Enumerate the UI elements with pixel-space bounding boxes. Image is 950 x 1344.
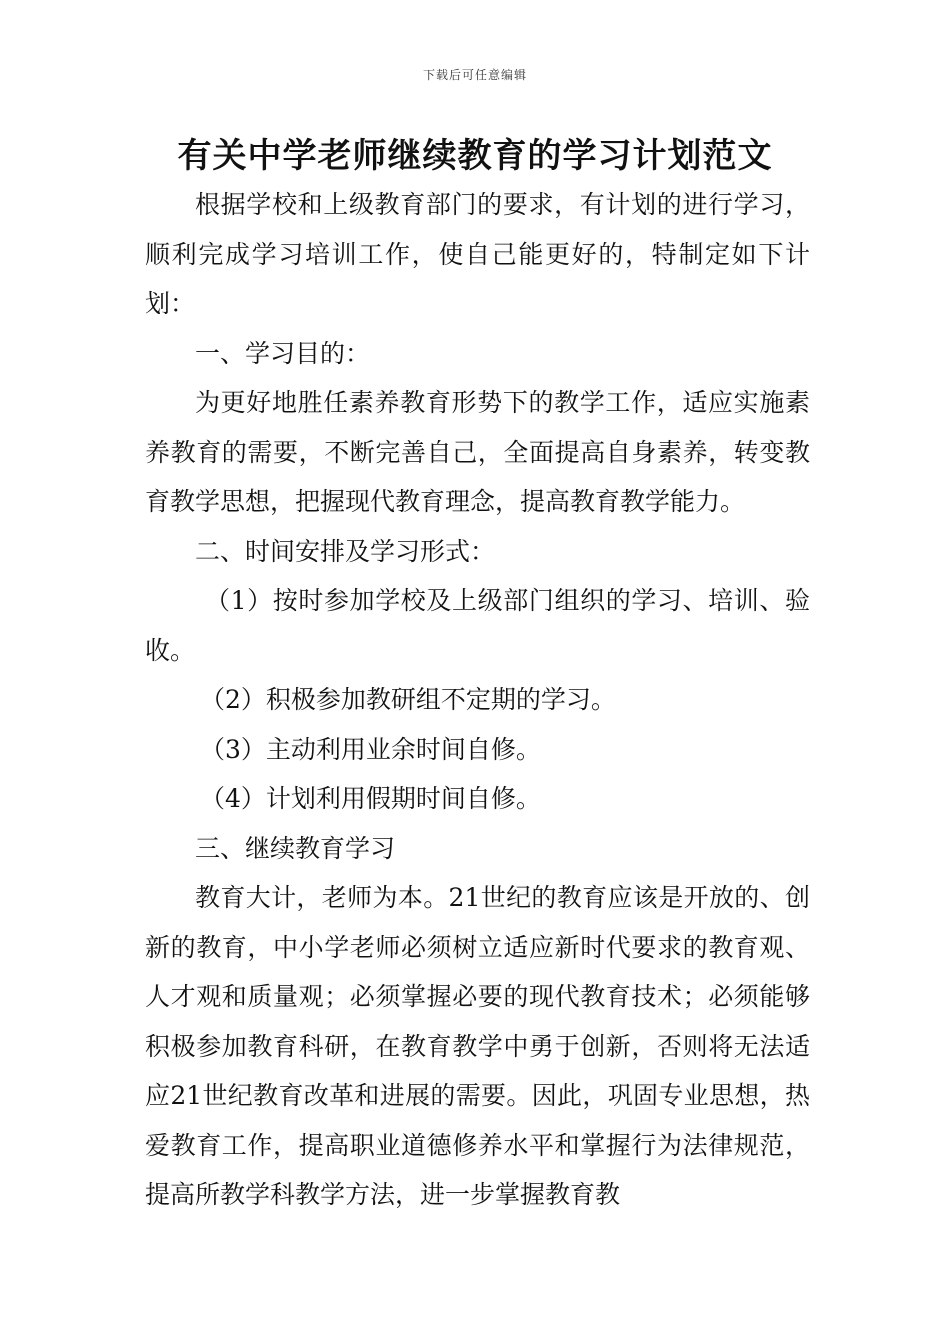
intro-paragraph: 根据学校和上级教育部门的要求，有计划的进行学习，顺利完成学习培训工作，使自己能更好的，特制定如下计划： bbox=[145, 190, 810, 318]
section-3-paragraph: 教育大计，老师为本。21世纪的教育应该是开放的、创新的教育，中小学老师必须树立适应新时代要求的教育观、人才观和质量观；必须掌握必要的现代教育技术；必须能够积极参加教育科研，在教育教学中勇于创新，否则将无法适应21世纪教育改革和进展的需要。因此，巩固专业思想，热爱教育工作，提高职业道德修养水平和掌握行为法律规范，提高所教学科教学方法，进一步掌握教育教 bbox=[145, 883, 810, 1209]
section-heading-2: 二、时间安排及学习形式： bbox=[195, 536, 496, 566]
section-heading-3: 三、继续教育学习 bbox=[195, 833, 396, 863]
section-1-paragraph: 为更好地胜任素养教育形势下的教学工作，适应实施素养教育的需要，不断完善自己，全面提高自身素养，转变教育教学思想，把握现代教育理念，提高教育教学能力。 bbox=[145, 388, 810, 516]
section-heading-1: 一、学习目的： bbox=[195, 338, 371, 368]
list-item: （1）按时参加学校及上级部门组织的学习、培训、验收。 bbox=[145, 586, 810, 665]
list-item: （3）主动利用业余时间自修。 bbox=[200, 734, 541, 764]
document-title: 有关中学老师继续教育的学习计划范文 bbox=[177, 136, 773, 176]
header-note: 下载后可任意编辑 bbox=[422, 68, 527, 82]
list-item: （2）积极参加教研组不定期的学习。 bbox=[200, 685, 616, 714]
document-body bbox=[145, 180, 810, 1220]
list-item: （4）计划利用假期时间自修。 bbox=[200, 784, 541, 813]
